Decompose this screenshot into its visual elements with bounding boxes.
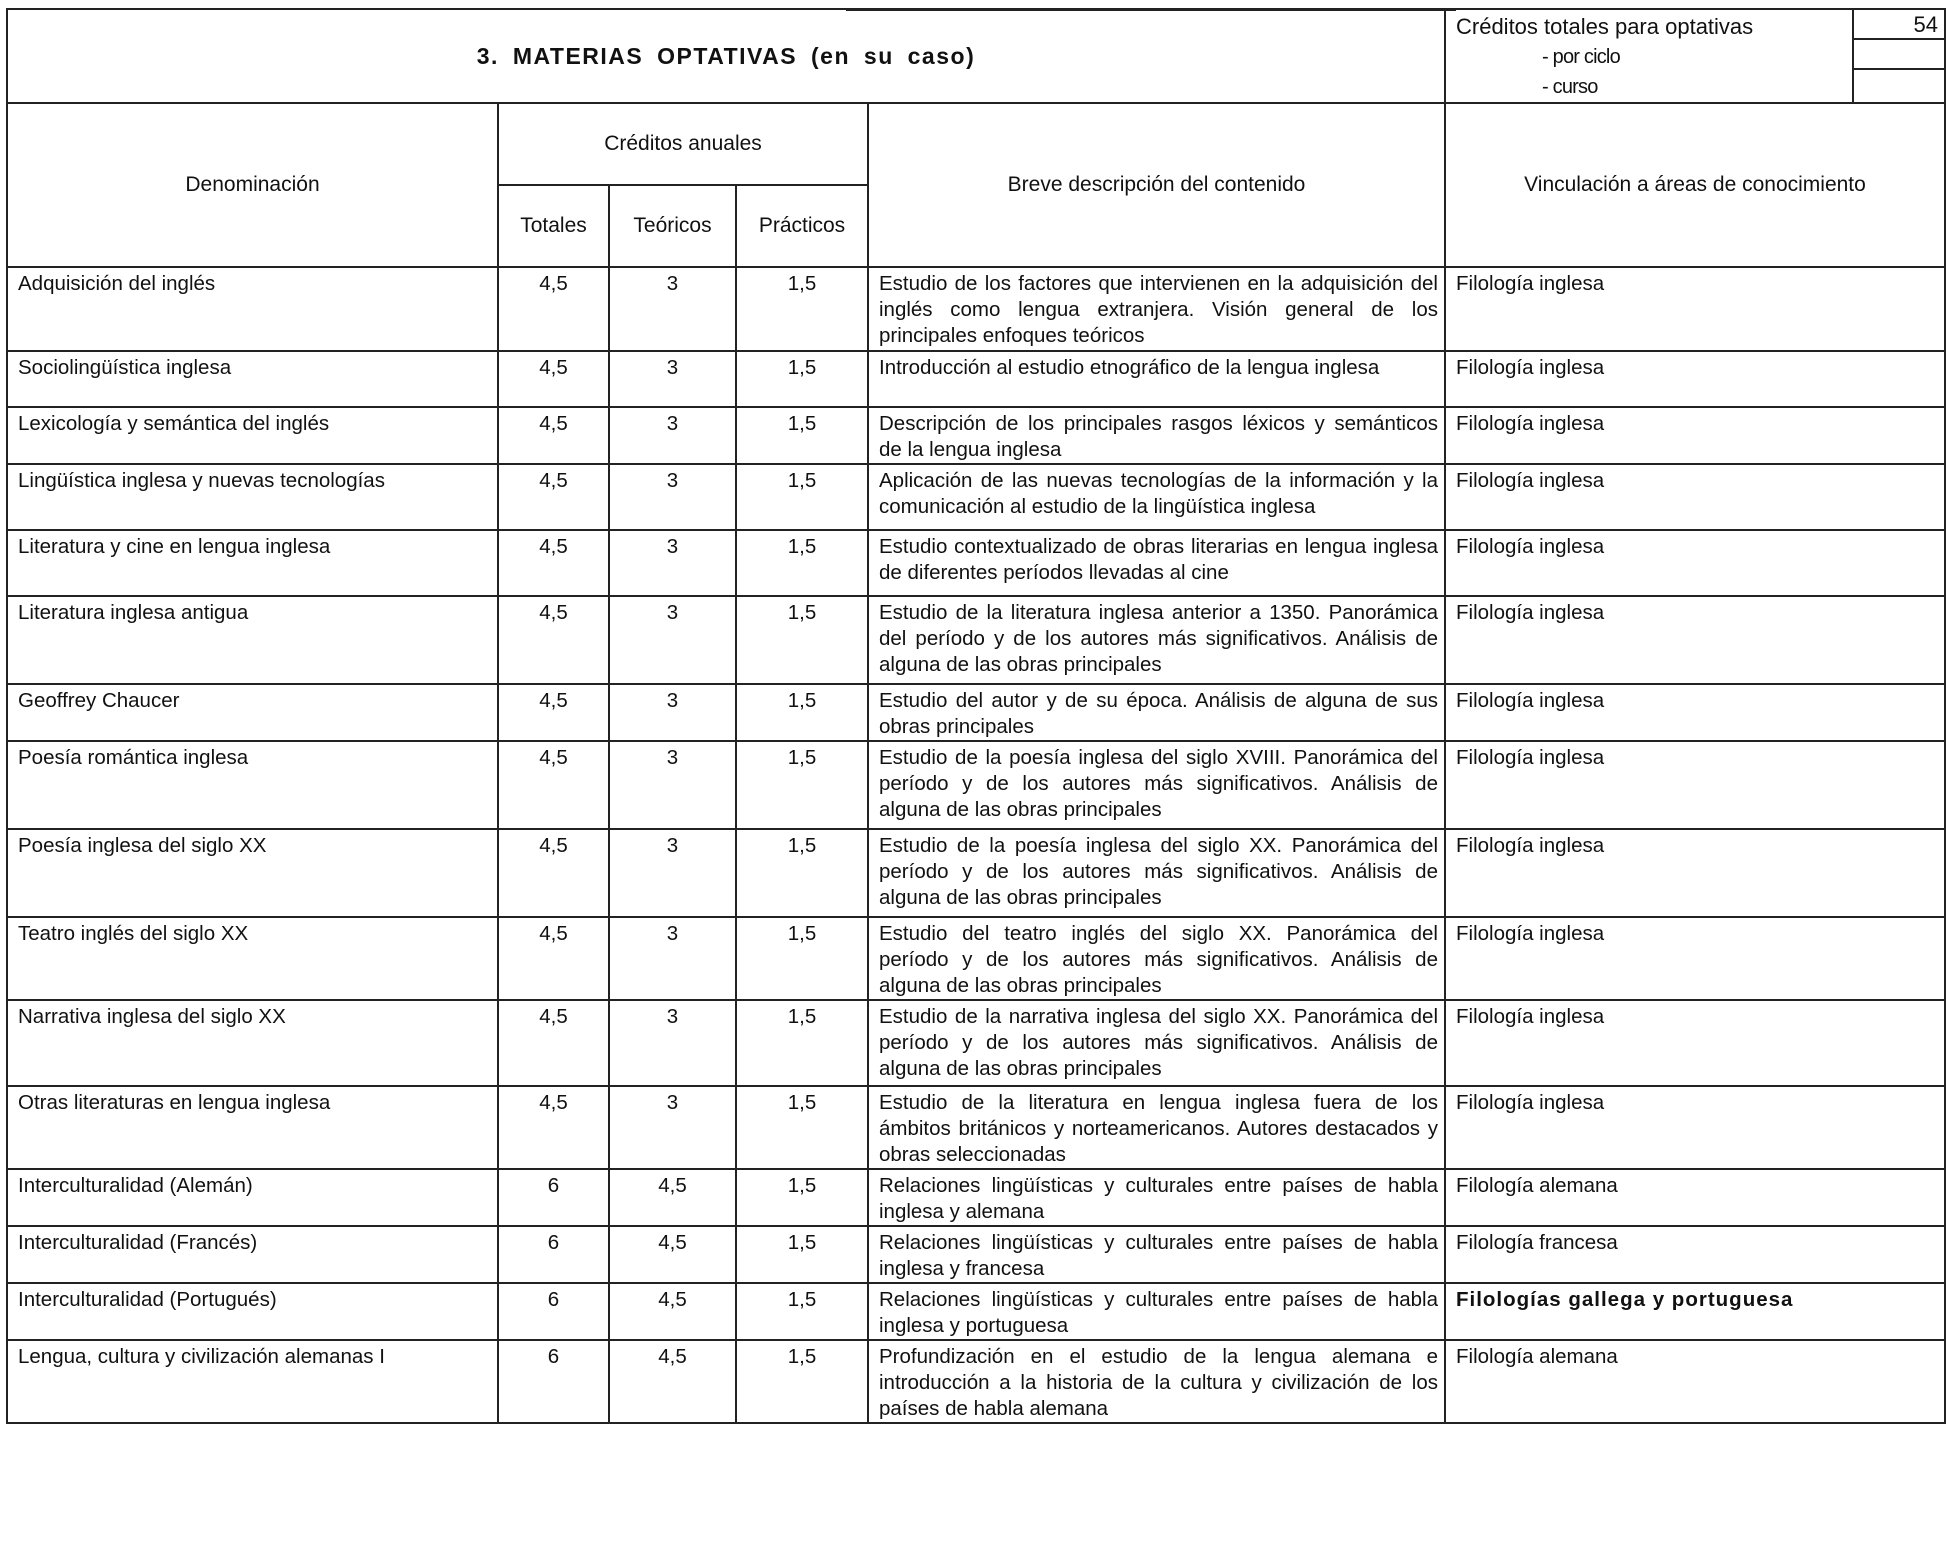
credits-totales: 4,5: [498, 407, 609, 464]
subject-description: Relaciones lingüísticas y culturales entre países de habla inglesa y alemana: [868, 1169, 1445, 1226]
subject-name: Poesía romántica inglesa: [7, 741, 498, 829]
subject-description: Relaciones lingüísticas y culturales entre países de habla inglesa y francesa: [868, 1226, 1445, 1283]
column-header-row-1: [7, 103, 1945, 185]
knowledge-area: Filología inglesa: [1445, 917, 1945, 1000]
credits-teoricos: 3: [609, 351, 736, 407]
credits-practicos: 1,5: [736, 407, 868, 464]
knowledge-area: Filología inglesa: [1445, 351, 1945, 407]
knowledge-area: Filología alemana: [1445, 1340, 1945, 1423]
per-cycle-label: - por ciclo: [1542, 46, 1620, 68]
credits-teoricos: 3: [609, 464, 736, 530]
credits-teoricos: 3: [609, 741, 736, 829]
credits-totales: 4,5: [498, 829, 609, 917]
credits-practicos: 1,5: [736, 1086, 868, 1169]
credits-totales: 4,5: [498, 1000, 609, 1086]
knowledge-area: Filología inglesa: [1445, 741, 1945, 829]
subject-description: Relaciones lingüísticas y culturales entre países de habla inglesa y portuguesa: [868, 1283, 1445, 1340]
credits-totales: 4,5: [498, 530, 609, 596]
per-course-value: [1854, 70, 1944, 100]
credits-teoricos: 3: [609, 1086, 736, 1169]
knowledge-area: Filología francesa: [1445, 1226, 1945, 1283]
subject-name: Narrativa inglesa del siglo XX: [7, 1000, 498, 1086]
knowledge-area: Filología inglesa: [1445, 1086, 1945, 1169]
credits-practicos: 1,5: [736, 917, 868, 1000]
subject-description: Estudio contextualizado de obras literarias en lengua inglesa de diferentes períodos llevadas al cine: [868, 530, 1445, 596]
subject-description: Estudio de la poesía inglesa del siglo XVIII. Panorámica del período y de los autores más significativos. Análisis de alguna de las obras principales: [868, 741, 1445, 829]
credits-teoricos: 3: [609, 829, 736, 917]
col-practicos: Prácticos: [736, 185, 868, 267]
per-cycle-value: [1854, 40, 1944, 70]
table-row: [7, 917, 1945, 1000]
knowledge-area: Filologías gallega y portuguesa: [1445, 1283, 1945, 1340]
credits-teoricos: 3: [609, 530, 736, 596]
credits-totales: 6: [498, 1283, 609, 1340]
col-vinculacion: Vinculación a áreas de conocimiento: [1445, 103, 1945, 267]
col-denominacion: Denominación: [7, 103, 498, 267]
credits-teoricos: 3: [609, 596, 736, 684]
knowledge-area: Filología inglesa: [1445, 1000, 1945, 1086]
credits-label-cell: [1445, 9, 1853, 103]
subject-name: Poesía inglesa del siglo XX: [7, 829, 498, 917]
table-row: [7, 530, 1945, 596]
top-rule: [846, 8, 1456, 11]
knowledge-area: Filología inglesa: [1445, 684, 1945, 741]
subject-name: Interculturalidad (Francés): [7, 1226, 498, 1283]
credits-totales: 6: [498, 1226, 609, 1283]
table-row: [7, 829, 1945, 917]
credits-totales: 4,5: [498, 267, 609, 351]
credits-practicos: 1,5: [736, 1340, 868, 1423]
credits-teoricos: 3: [609, 917, 736, 1000]
subject-description: Estudio del autor y de su época. Análisis de alguna de sus obras principales: [868, 684, 1445, 741]
credits-teoricos: 4,5: [609, 1340, 736, 1423]
subject-description: Aplicación de las nuevas tecnologías de la información y la comunicación al estudio de la lingüística inglesa: [868, 464, 1445, 530]
subject-name: Teatro inglés del siglo XX: [7, 917, 498, 1000]
credits-practicos: 1,5: [736, 596, 868, 684]
credits-total-value: 54: [1854, 10, 1944, 40]
table-row: [7, 741, 1945, 829]
credits-teoricos: 3: [609, 407, 736, 464]
subject-name: Interculturalidad (Portugués): [7, 1283, 498, 1340]
table-row: [7, 351, 1945, 407]
credits-teoricos: 3: [609, 267, 736, 351]
credits-practicos: 1,5: [736, 684, 868, 741]
subject-name: Lingüística inglesa y nuevas tecnologías: [7, 464, 498, 530]
knowledge-area: Filología inglesa: [1445, 530, 1945, 596]
credits-teoricos: 3: [609, 1000, 736, 1086]
knowledge-area: Filología inglesa: [1445, 464, 1945, 530]
subject-name: Interculturalidad (Alemán): [7, 1169, 498, 1226]
credits-totales: 4,5: [498, 917, 609, 1000]
table-row: [7, 1086, 1945, 1169]
table-row: [7, 1169, 1945, 1226]
knowledge-area: Filología inglesa: [1445, 829, 1945, 917]
subject-description: Estudio de la poesía inglesa del siglo XX. Panorámica del período y de los autores más significativos. Análisis de alguna de las obras principales: [868, 829, 1445, 917]
subject-description: Estudio de la literatura en lengua inglesa fuera de los ámbitos británicos y norteamericanos. Autores destacados y obras seleccionadas: [868, 1086, 1445, 1169]
table-row: [7, 1283, 1945, 1340]
subject-description: Introducción al estudio etnográfico de la lengua inglesa: [868, 351, 1445, 407]
knowledge-area: Filología inglesa: [1445, 267, 1945, 351]
table-row: [7, 407, 1945, 464]
subject-description: Estudio de los factores que intervienen en la adquisición del inglés como lengua extranjera. Visión general de los principales enfoques teóricos: [868, 267, 1445, 351]
credits-practicos: 1,5: [736, 351, 868, 407]
subject-name: Otras literaturas en lengua inglesa: [7, 1086, 498, 1169]
credits-totales: 4,5: [498, 351, 609, 407]
subject-name: Sociolingüística inglesa: [7, 351, 498, 407]
credits-practicos: 1,5: [736, 464, 868, 530]
credits-teoricos: 3: [609, 684, 736, 741]
col-descripcion: Breve descripción del contenido: [868, 103, 1445, 267]
table-row: [7, 684, 1945, 741]
credits-label: Créditos totales para optativas: [1456, 14, 1754, 39]
credits-practicos: 1,5: [736, 1283, 868, 1340]
subject-name: Geoffrey Chaucer: [7, 684, 498, 741]
knowledge-area: Filología inglesa: [1445, 596, 1945, 684]
col-totales: Totales: [498, 185, 609, 267]
credits-totales: 4,5: [498, 741, 609, 829]
header-row: [7, 9, 1945, 103]
knowledge-area: Filología inglesa: [1445, 407, 1945, 464]
table-row: [7, 596, 1945, 684]
subject-name: Adquisición del inglés: [7, 267, 498, 351]
credits-totales: 4,5: [498, 1086, 609, 1169]
credits-value-cell: [1853, 9, 1945, 103]
credits-totales: 6: [498, 1169, 609, 1226]
subject-description: Estudio de la literatura inglesa anterior a 1350. Panorámica del período y de los autores más significativos. Análisis de alguna de las obras principales: [868, 596, 1445, 684]
table-row: [7, 1000, 1945, 1086]
subject-description: Estudio de la narrativa inglesa del siglo XX. Panorámica del período y de los autores más significativos. Análisis de alguna de las obras principales: [868, 1000, 1445, 1086]
credits-totales: 4,5: [498, 684, 609, 741]
document-page: [6, 8, 1944, 1424]
subject-name: Lengua, cultura y civilización alemanas I: [7, 1340, 498, 1423]
section-title: 3. MATERIAS OPTATIVAS (en su caso): [7, 9, 1445, 103]
table-row: [7, 267, 1945, 351]
credits-practicos: 1,5: [736, 530, 868, 596]
knowledge-area: Filología alemana: [1445, 1169, 1945, 1226]
credits-practicos: 1,5: [736, 829, 868, 917]
col-teoricos: Teóricos: [609, 185, 736, 267]
subject-name: Literatura inglesa antigua: [7, 596, 498, 684]
per-course-label: - curso: [1542, 76, 1598, 98]
credits-practicos: 1,5: [736, 1226, 868, 1283]
table-row: [7, 464, 1945, 530]
table-row: [7, 1226, 1945, 1283]
credits-practicos: 1,5: [736, 1000, 868, 1086]
credits-teoricos: 4,5: [609, 1283, 736, 1340]
credits-totales: 6: [498, 1340, 609, 1423]
subject-name: Lexicología y semántica del inglés: [7, 407, 498, 464]
credits-practicos: 1,5: [736, 741, 868, 829]
credits-practicos: 1,5: [736, 267, 868, 351]
credits-practicos: 1,5: [736, 1169, 868, 1226]
subject-name: Literatura y cine en lengua inglesa: [7, 530, 498, 596]
table-row: [7, 1340, 1945, 1423]
credits-totales: 4,5: [498, 596, 609, 684]
credits-teoricos: 4,5: [609, 1169, 736, 1226]
credits-teoricos: 4,5: [609, 1226, 736, 1283]
table-body: [7, 267, 1945, 1423]
subject-description: Estudio del teatro inglés del siglo XX. Panorámica del período y de los autores más significativos. Análisis de alguna de las obras principales: [868, 917, 1445, 1000]
subject-description: Descripción de los principales rasgos léxicos y semánticos de la lengua inglesa: [868, 407, 1445, 464]
credits-totales: 4,5: [498, 464, 609, 530]
optativas-table: [6, 8, 1946, 1424]
subject-description: Profundización en el estudio de la lengua alemana e introducción a la historia de la cultura y civilización de los países de habla alemana: [868, 1340, 1445, 1423]
col-creditos-anuales: Créditos anuales: [498, 103, 868, 185]
